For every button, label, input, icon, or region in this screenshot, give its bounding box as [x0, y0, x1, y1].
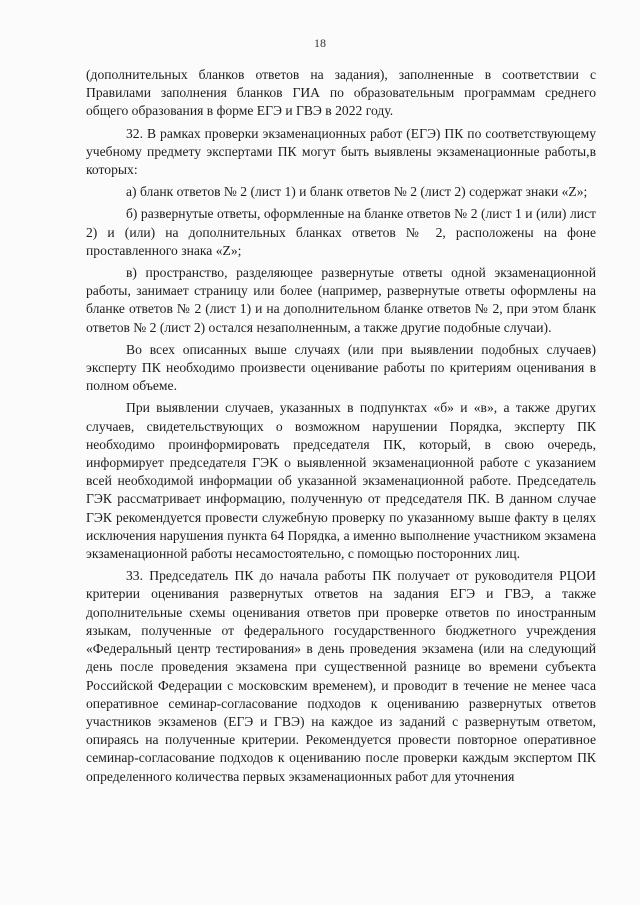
- paragraph-subitem-b: б) развернутые ответы, оформленные на бланке ответов № 2 (лист 1 и (или) лист 2) и (или) на дополнительных бланках ответов № 2, расположены на фоне проставленного знака «Z»;: [86, 206, 596, 258]
- paragraph-all-cases: Во всех описанных выше случаях (или при выявлении подобных случаев) эксперту ПК необходимо произвести оценивание работы по критериям оценивания в полном объеме.: [86, 341, 596, 394]
- paragraph-continuation: (дополнительных бланков ответов на задания), заполненные в соответствии с Правилами заполнения бланков ГИА по образовательным программам среднего общего образования в форме ЕГЭ и ГВЭ в 2022 году.: [86, 67, 596, 119]
- body-text: [86, 66, 596, 790]
- paragraph-subitem-v: в) пространство, разделяющее развернутые ответы одной экзаменационной работы, занимает страницу или более (например, развернутые ответы оформлены на бланке ответов № 2 (лист 1) и на дополнительном бланке ответов № 2, при этом бланк ответов № 2 (лист 2) остался незаполненным, а также другие подобные случаи).: [86, 265, 596, 335]
- paragraph-subitem-a: а) бланк ответов № 2 (лист 1) и бланк ответов № 2 (лист 2) содержат знаки «Z»;: [126, 184, 588, 200]
- paragraph-item-32: 32. В рамках проверки экзаменационных работ (ЕГЭ) ПК по соответствующему учебному предмету экспертами ПК могут быть выявлены экзаменационные работы,в которых:: [86, 125, 596, 178]
- paragraph-item-33: 33. Председатель ПК до начала работы ПК получает от руководителя РЦОИ критерии оценивания развернутых ответов на задания ЕГЭ и ГВЭ, а также дополнительные схемы оценивания ответов при проверке ответов по иностранным языкам, полученные от федерального государственного бюджетного учреждения «Федеральный центр тестирования» в день проведения экзамена (или на следующий день после проведения экзамена при существенной разнице во времени субъекта Российской Федерации с московским временем), и проводит в течение не менее часа оперативное семинар-согласование подходов к оцениванию развернутых ответов участников экзаменов (ЕГЭ и ГВЭ) на каждое из заданий с развернутым ответом, опираясь на полученные критерии. Рекомендуется провести повторное оперативное семинар-согласование подходов к оцениванию после проверки каждым экспертом ПК определенного количества первых экзаменационных работ для уточнения: [86, 568, 596, 784]
- page-number: 18: [314, 36, 326, 50]
- paragraph-violation-cases: При выявлении случаев, указанных в подпунктах «б» и «в», а также других случаев, свидетельствующих о возможном нарушении Порядка, эксперту ПК необходимо проинформировать председателя ПК, который, в свою очередь, информирует председателя ГЭК о выявленной экзаменационной работе с указанием всей необходимой информации об указанной экзаменационной работе. Председатель ГЭК рассматривает информацию, полученную от председателя ПК. В данном случае ГЭК рекомендуется провести служебную проверку по указанному выше факту в целях исключения нарушения пункта 64 Порядка, а именно выполнение участником экзамена экзаменационной работы несамостоятельно, с помощью посторонних лиц.: [86, 400, 596, 562]
